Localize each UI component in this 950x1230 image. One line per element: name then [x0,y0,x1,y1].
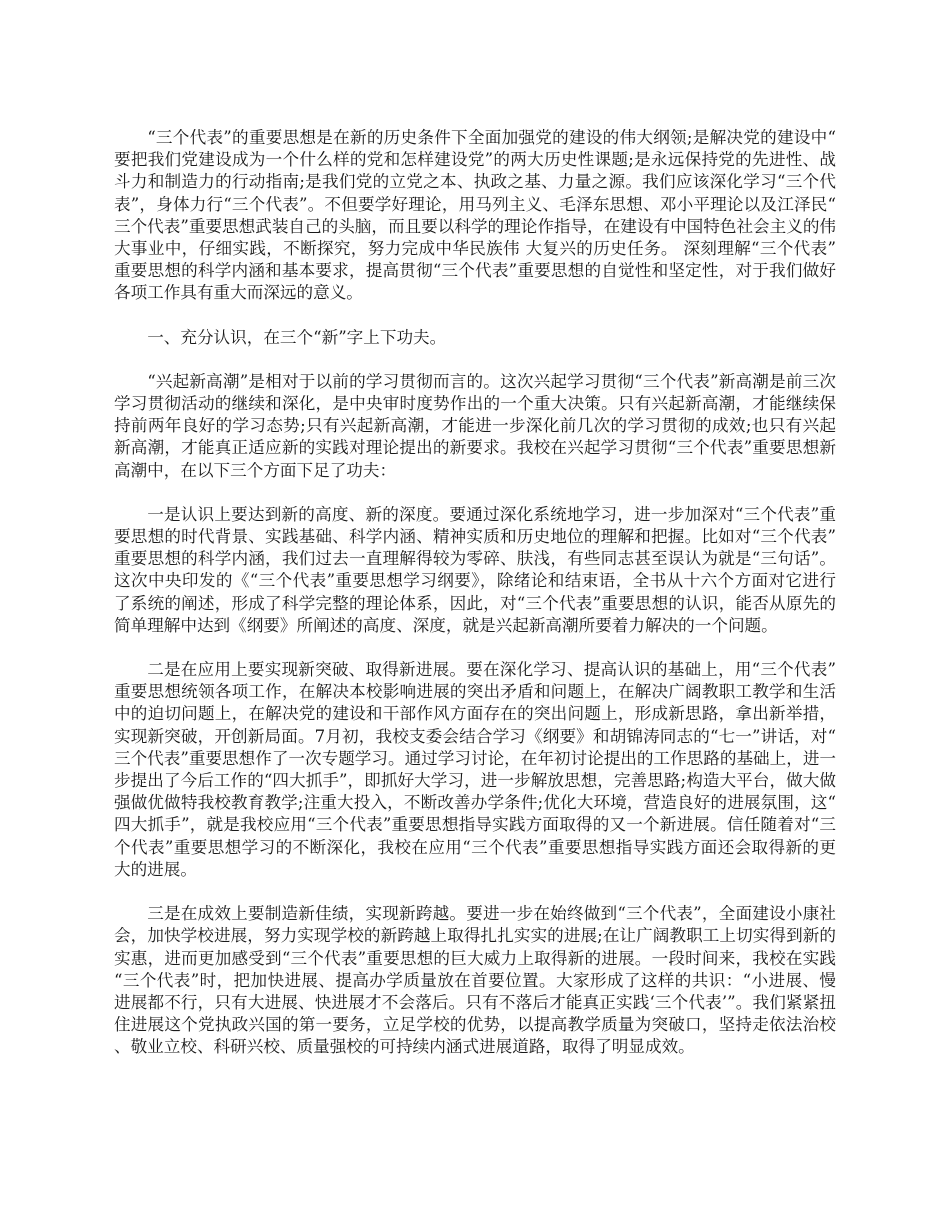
document-body [114,127,836,1081]
paragraph-intro: “三个代表”的重要思想是在新的历史条件下全面加强党的建设的伟大纲领;是解决党的建设中“要把我们党建设成为一个什么样的党和怎样建设党”的两大历史性课题;是永远保持党的先进性、战斗力和制造力的行动指南;是我们党的立党之本、执政之基、力量之源。我们应该深化学习“三个代表”，身体力行“三个代表”。不但要学好理论，用马列主义、毛泽东思想、邓小平理论以及江泽民“三个代表”重要思想武装自己的头脑，而且要以科学的理论作指导，在建设有中国特色社会主义的伟大事业中，仔细实践，不断探究，努力完成中华民族伟 大复兴的历史任务。 深刻理解“三个代表”重要思想的科学内涵和基本要求，提高贯彻“三个代表”重要思想的自觉性和坚定性，对于我们做好各项工作具有重大而深远的意义。 [114,128,837,303]
paragraph-point-three: 三是在成效上要制造新佳绩，实现新跨越。要进一步在始终做到“三个代表”，全面建设小康社会，加快学校进展，努力实现学校的新跨越上取得扎扎实实的进展;在让广阔教职工上切实得到新的实惠，进而更加感受到“三个代表”重要思想的巨大威力上取得新的进展。一段时间来，我校在实践“三个代表”时，把加快进展、提高办学质量放在首要位置。大家形成了这样的共识：“小进展、慢进展都不行，只有大进展、快进展才不会落后。只有不落后才能真正实践‘三个代表’”。我们紧紧扭住进展这个党执政兴国的第一要务，立足学校的优势，以提高教学质量为突破口，坚持走依法治校、敬业立校、科研兴校、质量强校的可持续内涵式进展道路，取得了明显成效。 [114,904,836,1057]
paragraph-point-two: 二是在应用上要实现新突破、取得新进展。要在深化学习、提高认识的基础上，用“三个代表”重要思想统领各项工作，在解决本校影响进展的突出矛盾和问题上，在解决广阔教职工教学和生活中的迫切问题上，在解决党的建设和干部作风方面存在的突出问题上，形成新思路，拿出新举措，实现新突破，开创新局面。7月初，我校支委会结合学习《纲要》和胡锦涛同志的“七一”讲话，对“三个代表”重要思想作了一次专题学习。通过学习讨论，在年初讨论提出的工作思路的基础上，进一步提出了今后工作的“四大抓手”，即抓好大学习，进一步解放思想，完善思路;构造大平台，做大做强做优做特我校教育教学;注重大投入，不断改善办学条件;优化大环境，营造良好的进展氛围，这“四大抓手”，就是我校应用“三个代表”重要思想指导实践方面取得的又一个新进展。信任随着对“三个代表”重要思想学习的不断深化，我校在应用“三个代表”重要思想指导实践方面还会取得新的更大的进展。 [114,660,837,879]
paragraph-point-one: 一是认识上要达到新的高度、新的深度。要通过深化系统地学习，进一步加深对“三个代表”重要思想的时代背景、实践基础、科学内涵、精神实质和历史地位的理解和把握。比如对“三个代表”重要思想的科学内涵，我们过去一直理解得较为零碎、肤浅，有些同志甚至误认为就是“三句话”。这次中央印发的《“三个代表”重要思想学习纲要》，除绪论和结束语，全书从十六个方面对它进行了系统的阐述，形成了科学完整的理论体系，因此，对“三个代表”重要思想的认识，能否从原先的简单理解中达到《纲要》所阐述的高度、深度，就是兴起新高潮所要着力解决的一个问题。 [114,504,836,635]
paragraph-new-upsurge: “兴起新高潮”是相对于以前的学习贯彻而言的。这次兴起学习贯彻“三个代表”新高潮是前三次学习贯彻活动的继续和深化，是中央审时度势作出的一个重大决策。只有兴起新高潮，才能继续保持前两年良好的学习态势;只有兴起新高潮，才能进一步深化前几次的学习贯彻的成效;也只有兴起新高潮，才能真正适应新的实践对理论提出的新要求。我校在兴起学习贯彻“三个代表”重要思想新高潮中，在以下三个方面下足了功夫： [114,371,836,480]
section-heading: 一、充分认识，在三个“新”字上下功夫。 [147,327,447,347]
